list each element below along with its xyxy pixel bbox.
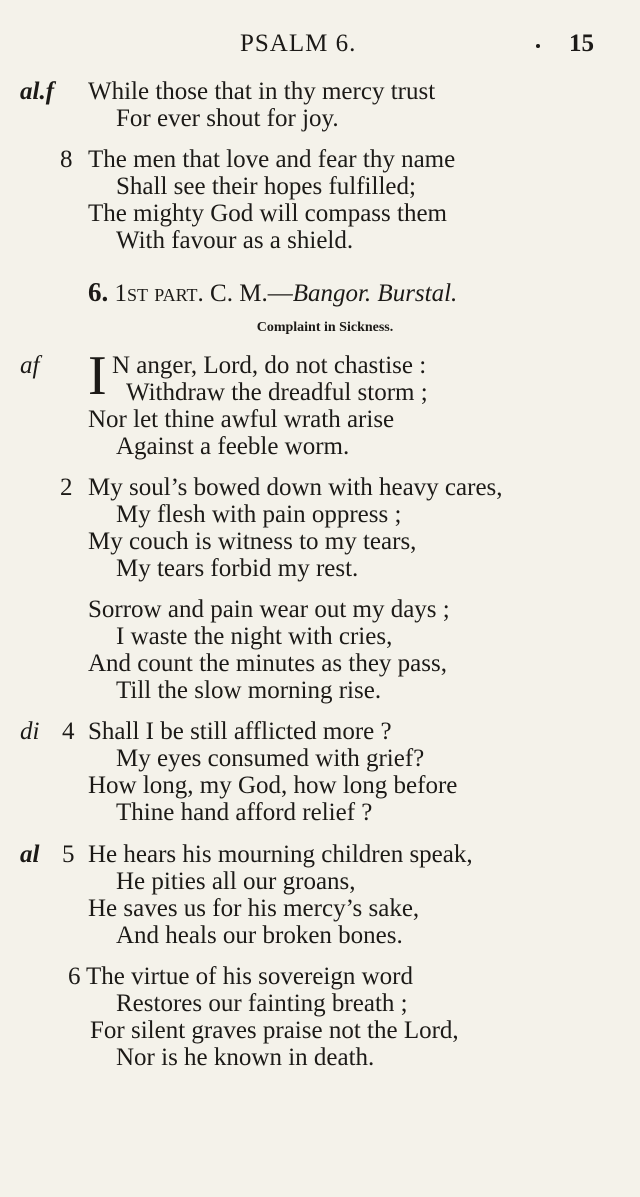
- verse-line: While those that in thy mercy trust: [88, 78, 436, 105]
- verse-line: The mighty God will compass them: [88, 200, 447, 227]
- verse-line: He pities all our groans,: [116, 868, 356, 895]
- verse-line: My tears forbid my rest.: [116, 555, 359, 582]
- dynamic-mark: al: [20, 841, 40, 868]
- hymn-part: 1st part.: [114, 280, 204, 307]
- verse-line: My flesh with pain oppress ;: [116, 501, 402, 528]
- verse-number: 4: [62, 718, 75, 745]
- verse-line: The men that love and fear thy name: [88, 146, 456, 173]
- verse-line: My soul’s bowed down with heavy cares,: [88, 474, 503, 501]
- verse-line: And count the minutes as they pass,: [88, 650, 447, 677]
- verse-line: He saves us for his mercy’s sake,: [88, 895, 420, 922]
- hymn-subtitle: Complaint in Sickness.: [256, 320, 394, 335]
- verse-line: How long, my God, how long before: [88, 772, 458, 799]
- hymn-tunes: Bangor. Burstal.: [292, 280, 458, 307]
- hymn-number: 6.: [88, 277, 109, 307]
- verse-number: 6: [68, 963, 81, 990]
- verse-line: For silent graves praise not the Lord,: [90, 1017, 459, 1044]
- verse-number: 5: [62, 841, 75, 868]
- verse-line: Till the slow morning rise.: [116, 677, 382, 704]
- verse-line: He hears his mourning children speak,: [88, 841, 473, 868]
- verse-line: N anger, Lord, do not chastise :: [112, 352, 427, 379]
- verse-line: Withdraw the dreadful storm ;: [126, 379, 428, 406]
- verse-line: Shall I be still afflicted more ?: [88, 718, 392, 745]
- dynamic-mark: al.f: [20, 78, 55, 105]
- verse-line: The virtue of his sovereign word: [86, 963, 414, 990]
- verse-line: With favour as a shield.: [116, 227, 354, 254]
- verse-line: Against a feeble worm.: [116, 433, 350, 460]
- verse-line: Sorrow and pain wear out my days ;: [88, 596, 450, 623]
- hymn-meter: C. M.—: [210, 280, 293, 307]
- verse-line: And heals our broken bones.: [116, 922, 403, 949]
- page-number: 15: [569, 30, 594, 57]
- verse-line: My couch is witness to my tears,: [88, 528, 417, 555]
- hymn-heading: [88, 277, 457, 308]
- verse-line: Nor let thine awful wrath arise: [88, 406, 395, 433]
- verse-line: Restores our fainting breath ;: [116, 990, 408, 1017]
- verse-line: Shall see their hopes fulfilled;: [116, 173, 416, 200]
- verse-line: My eyes consumed with grief?: [116, 745, 425, 772]
- verse-line: Nor is he known in death.: [116, 1044, 375, 1071]
- verse-number: 2: [60, 474, 73, 501]
- drop-cap: I: [88, 345, 107, 407]
- verse-line: For ever shout for joy.: [116, 105, 339, 132]
- dynamic-mark: af: [20, 352, 40, 379]
- verse-line: Thine hand afford relief ?: [116, 799, 373, 826]
- running-title: PSALM 6.: [240, 30, 357, 57]
- verse-number: 8: [60, 146, 73, 173]
- verse-line: I waste the night with cries,: [116, 623, 393, 650]
- dynamic-mark: di: [20, 718, 40, 745]
- ornament-dot: [536, 44, 540, 48]
